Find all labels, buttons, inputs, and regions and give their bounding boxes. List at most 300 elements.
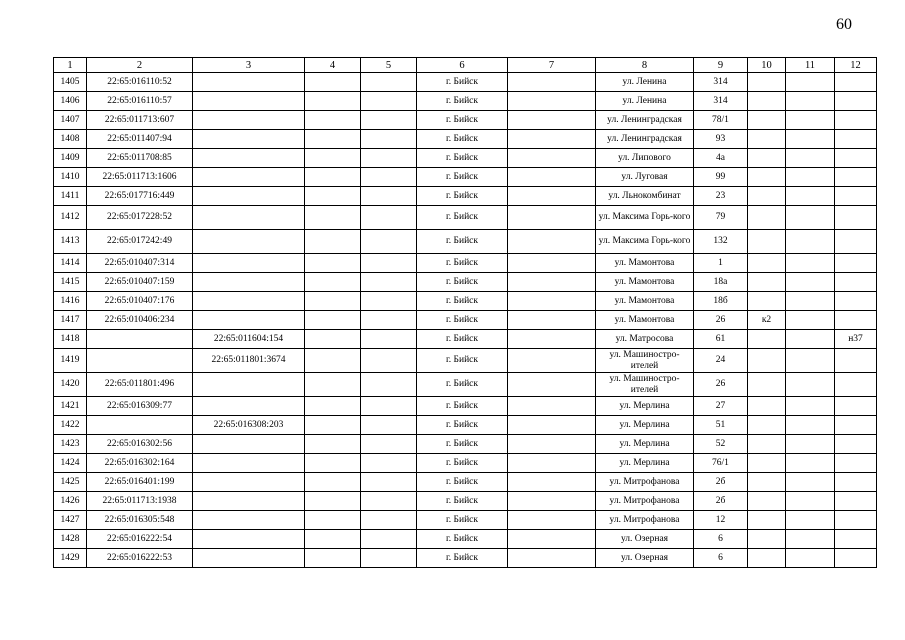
table-cell [835, 92, 877, 111]
table-cell: 1429 [54, 549, 87, 568]
table-cell [748, 397, 786, 416]
table-cell: г. Бийск [417, 168, 508, 187]
table-cell [835, 292, 877, 311]
table-cell: ул. Мамонтова [596, 254, 694, 273]
column-header: 9 [694, 58, 748, 73]
table-cell [835, 254, 877, 273]
table-cell [786, 130, 835, 149]
table-cell: 1410 [54, 168, 87, 187]
table-cell [748, 168, 786, 187]
column-header: 10 [748, 58, 786, 73]
table-row [54, 73, 877, 92]
table-row [54, 397, 877, 416]
table-cell [508, 111, 596, 130]
table-cell: ул. Мерлина [596, 435, 694, 454]
table-cell: 1420 [54, 373, 87, 397]
table-cell: г. Бийск [417, 149, 508, 168]
table-cell: 24 [694, 349, 748, 373]
table-cell [193, 454, 305, 473]
table-cell: г. Бийск [417, 549, 508, 568]
table-cell: 22:65:011713:607 [87, 111, 193, 130]
table-cell [193, 111, 305, 130]
table-cell [786, 168, 835, 187]
table-cell [193, 230, 305, 254]
table-cell [193, 168, 305, 187]
table-cell [508, 454, 596, 473]
table-cell: г. Бийск [417, 397, 508, 416]
column-header: 7 [508, 58, 596, 73]
table-cell [748, 373, 786, 397]
table-cell: 1406 [54, 92, 87, 111]
table-cell [786, 511, 835, 530]
table-cell: 22:65:016222:53 [87, 549, 193, 568]
table-cell: ул. Льнокомбинат [596, 187, 694, 206]
table-cell [193, 73, 305, 92]
table-cell: г. Бийск [417, 435, 508, 454]
table-cell: 22:65:011708:85 [87, 149, 193, 168]
table-cell: 18а [694, 273, 748, 292]
table-cell [508, 254, 596, 273]
table-cell [508, 311, 596, 330]
table-cell [786, 73, 835, 92]
table-cell: ул. Ленина [596, 73, 694, 92]
table-cell [748, 473, 786, 492]
table-cell [361, 254, 417, 273]
table-cell [786, 92, 835, 111]
table-cell [835, 530, 877, 549]
table-row [54, 530, 877, 549]
table-row [54, 549, 877, 568]
table-cell: г. Бийск [417, 206, 508, 230]
table-cell [835, 111, 877, 130]
table-cell [361, 206, 417, 230]
table-cell [361, 130, 417, 149]
table-cell: 51 [694, 416, 748, 435]
table-cell: г. Бийск [417, 230, 508, 254]
table-cell [305, 530, 361, 549]
table-row [54, 273, 877, 292]
table-cell: ул. Луговая [596, 168, 694, 187]
table-cell [508, 292, 596, 311]
table-cell [305, 511, 361, 530]
table-cell: 1419 [54, 349, 87, 373]
table-cell [835, 473, 877, 492]
table-cell [361, 473, 417, 492]
table-cell: ул. Матросова [596, 330, 694, 349]
table-cell [748, 111, 786, 130]
table-cell: 1416 [54, 292, 87, 311]
table-cell [87, 349, 193, 373]
table-cell: 26 [694, 311, 748, 330]
table-cell: 22:65:016110:57 [87, 92, 193, 111]
table-cell [786, 311, 835, 330]
table-cell: ул. Ленина [596, 92, 694, 111]
table-cell [786, 397, 835, 416]
table-cell [361, 454, 417, 473]
table-cell: г. Бийск [417, 373, 508, 397]
table-cell [786, 273, 835, 292]
table-cell: г. Бийск [417, 349, 508, 373]
table-cell: 22:65:017242:49 [87, 230, 193, 254]
table-row [54, 511, 877, 530]
table-cell: г. Бийск [417, 187, 508, 206]
table-cell [508, 511, 596, 530]
table-cell [305, 92, 361, 111]
table-cell [786, 230, 835, 254]
table-cell [305, 473, 361, 492]
table-cell: 1412 [54, 206, 87, 230]
table-cell [748, 92, 786, 111]
table-cell: 99 [694, 168, 748, 187]
table-cell: 2б [694, 473, 748, 492]
table-row [54, 111, 877, 130]
table-cell [361, 511, 417, 530]
table-cell [193, 435, 305, 454]
table-cell [835, 187, 877, 206]
table-cell [361, 187, 417, 206]
table-cell [835, 435, 877, 454]
table-row [54, 206, 877, 230]
table-row [54, 311, 877, 330]
table-cell: 1411 [54, 187, 87, 206]
table-cell: г. Бийск [417, 130, 508, 149]
table-row [54, 254, 877, 273]
table-cell [193, 187, 305, 206]
table-cell: г. Бийск [417, 292, 508, 311]
table-cell [748, 435, 786, 454]
table-cell [508, 330, 596, 349]
table-cell [748, 187, 786, 206]
table-cell: 314 [694, 92, 748, 111]
table-cell: ул. Машиностро-ителей [596, 373, 694, 397]
table-cell [193, 549, 305, 568]
table-cell: 1 [694, 254, 748, 273]
table-cell: 1428 [54, 530, 87, 549]
table-cell [361, 168, 417, 187]
table-cell [786, 206, 835, 230]
column-header: 1 [54, 58, 87, 73]
column-header: 11 [786, 58, 835, 73]
table-cell: ул. Митрофанова [596, 492, 694, 511]
table-row [54, 330, 877, 349]
table-cell: 1426 [54, 492, 87, 511]
table-cell [835, 206, 877, 230]
table-cell: 18б [694, 292, 748, 311]
table-cell [305, 416, 361, 435]
table-cell: 22:65:016302:56 [87, 435, 193, 454]
table-cell [748, 206, 786, 230]
table-cell [835, 511, 877, 530]
table-cell [835, 168, 877, 187]
table-row [54, 92, 877, 111]
table-cell: г. Бийск [417, 73, 508, 92]
table-cell [193, 397, 305, 416]
table-cell: 22:65:011801:496 [87, 373, 193, 397]
table-cell: г. Бийск [417, 311, 508, 330]
table-cell [835, 373, 877, 397]
table-cell [361, 549, 417, 568]
table-cell [305, 292, 361, 311]
table-cell: г. Бийск [417, 511, 508, 530]
table-cell [193, 473, 305, 492]
table-cell [361, 149, 417, 168]
table-cell: г. Бийск [417, 92, 508, 111]
table-cell [361, 397, 417, 416]
table-cell: 22:65:016308:203 [193, 416, 305, 435]
table-cell [786, 416, 835, 435]
table-cell: 22:65:016222:54 [87, 530, 193, 549]
table-cell: ул. Мерлина [596, 416, 694, 435]
table-cell [508, 530, 596, 549]
table-cell: 6 [694, 549, 748, 568]
table-cell: 1418 [54, 330, 87, 349]
table-cell [361, 492, 417, 511]
table-cell [305, 187, 361, 206]
table-cell: г. Бийск [417, 254, 508, 273]
table-cell [305, 168, 361, 187]
table-cell [508, 187, 596, 206]
table-cell: ул. Липового [596, 149, 694, 168]
table-cell: г. Бийск [417, 492, 508, 511]
table-cell: 1425 [54, 473, 87, 492]
table-cell [508, 549, 596, 568]
table-cell: ул. Ленинградская [596, 111, 694, 130]
table-cell [305, 454, 361, 473]
table-cell: 132 [694, 230, 748, 254]
table-cell [508, 373, 596, 397]
table-cell: ул. Митрофанова [596, 473, 694, 492]
table-row [54, 473, 877, 492]
table-cell [835, 311, 877, 330]
table-row [54, 435, 877, 454]
table-cell [748, 130, 786, 149]
table-cell [305, 373, 361, 397]
table-cell [305, 73, 361, 92]
table-cell: 23 [694, 187, 748, 206]
table-cell [361, 73, 417, 92]
table-cell: 1422 [54, 416, 87, 435]
table-cell: 22:65:010407:176 [87, 292, 193, 311]
column-header: 2 [87, 58, 193, 73]
table-cell [748, 292, 786, 311]
table-cell [786, 454, 835, 473]
table-cell [193, 373, 305, 397]
table-cell: г. Бийск [417, 330, 508, 349]
table-cell: ул. Ленинградская [596, 130, 694, 149]
table-cell [193, 511, 305, 530]
table-cell [305, 254, 361, 273]
table-cell [87, 416, 193, 435]
table-cell [305, 492, 361, 511]
table-cell: 52 [694, 435, 748, 454]
table-cell: 22:65:017228:52 [87, 206, 193, 230]
table-cell [361, 435, 417, 454]
table-row [54, 168, 877, 187]
table-cell [508, 206, 596, 230]
table-row [54, 130, 877, 149]
table-cell [748, 330, 786, 349]
table-cell [361, 373, 417, 397]
table-row [54, 416, 877, 435]
table-cell: ул. Мамонтова [596, 273, 694, 292]
table-cell [508, 473, 596, 492]
table-cell [361, 530, 417, 549]
table-cell [305, 549, 361, 568]
table-body [54, 73, 877, 568]
table-cell: 1407 [54, 111, 87, 130]
table-cell [305, 397, 361, 416]
table-cell [748, 416, 786, 435]
table-cell [748, 254, 786, 273]
table-cell [748, 149, 786, 168]
table-cell [361, 273, 417, 292]
table-cell [193, 273, 305, 292]
table-cell [361, 416, 417, 435]
table-cell [508, 492, 596, 511]
table-cell [508, 397, 596, 416]
table-cell [748, 454, 786, 473]
table-cell: 22:65:011604:154 [193, 330, 305, 349]
table-cell [835, 492, 877, 511]
table-row [54, 373, 877, 397]
table-cell: г. Бийск [417, 273, 508, 292]
table-cell [193, 254, 305, 273]
table-cell: 22:65:010407:159 [87, 273, 193, 292]
table-cell [786, 149, 835, 168]
table-cell [305, 130, 361, 149]
table-cell [835, 273, 877, 292]
table-cell [193, 292, 305, 311]
table-cell [305, 273, 361, 292]
table-cell [748, 230, 786, 254]
header-row [54, 58, 877, 73]
table-cell [508, 273, 596, 292]
column-header: 5 [361, 58, 417, 73]
table-cell: 22:65:016110:52 [87, 73, 193, 92]
table-cell: 22:65:017716:449 [87, 187, 193, 206]
table-cell [305, 149, 361, 168]
table-cell: 22:65:011801:3674 [193, 349, 305, 373]
table-row [54, 349, 877, 373]
table-cell [193, 206, 305, 230]
table-cell: 22:65:016309:77 [87, 397, 193, 416]
table-cell [786, 373, 835, 397]
table-cell [508, 73, 596, 92]
table-cell: ул. Озерная [596, 549, 694, 568]
table-cell: 6 [694, 530, 748, 549]
table-cell: 1414 [54, 254, 87, 273]
table-cell: г. Бийск [417, 416, 508, 435]
table-cell: 1424 [54, 454, 87, 473]
table-cell [305, 435, 361, 454]
table-cell: г. Бийск [417, 530, 508, 549]
table-cell [835, 397, 877, 416]
table-cell [786, 435, 835, 454]
page-number: 60 [836, 16, 852, 33]
table-cell: 26 [694, 373, 748, 397]
table-row [54, 492, 877, 511]
table-cell: г. Бийск [417, 111, 508, 130]
table-cell: ул. Мамонтова [596, 311, 694, 330]
table-cell [748, 530, 786, 549]
table-cell [305, 111, 361, 130]
table-row [54, 292, 877, 311]
table-cell: 22:65:010406:234 [87, 311, 193, 330]
table-cell: к2 [748, 311, 786, 330]
table-cell: г. Бийск [417, 473, 508, 492]
table-cell [508, 92, 596, 111]
table-cell [835, 149, 877, 168]
table-cell: 1405 [54, 73, 87, 92]
table-cell [786, 549, 835, 568]
column-header: 8 [596, 58, 694, 73]
table-cell [193, 130, 305, 149]
table-cell [361, 230, 417, 254]
table-cell [305, 206, 361, 230]
registry-table [53, 57, 877, 568]
table-cell [305, 330, 361, 349]
table-cell [193, 311, 305, 330]
table-cell: 1421 [54, 397, 87, 416]
table-cell [786, 111, 835, 130]
table-row [54, 230, 877, 254]
table-cell: 12 [694, 511, 748, 530]
table-cell: 22:65:011713:1606 [87, 168, 193, 187]
table-cell: ул. Максима Горь-кого [596, 230, 694, 254]
table-cell [835, 230, 877, 254]
table-cell [835, 349, 877, 373]
table-cell: 22:65:011713:1938 [87, 492, 193, 511]
table-cell [835, 454, 877, 473]
table-cell: 22:65:016302:164 [87, 454, 193, 473]
table-cell [508, 435, 596, 454]
table-cell [508, 416, 596, 435]
table-cell: н37 [835, 330, 877, 349]
table-row [54, 454, 877, 473]
table-cell [193, 530, 305, 549]
table-cell [748, 73, 786, 92]
table-row [54, 149, 877, 168]
table-cell [193, 149, 305, 168]
table-cell: 1408 [54, 130, 87, 149]
table-cell: 2б [694, 492, 748, 511]
table-cell [835, 130, 877, 149]
table-cell [508, 149, 596, 168]
table-cell [508, 168, 596, 187]
table-cell [361, 111, 417, 130]
table-cell [361, 292, 417, 311]
table-cell: 78/1 [694, 111, 748, 130]
table-cell [305, 349, 361, 373]
table-cell [786, 530, 835, 549]
table-cell [835, 73, 877, 92]
table-cell [193, 492, 305, 511]
table-cell [87, 330, 193, 349]
table-cell: 22:65:016401:199 [87, 473, 193, 492]
column-header: 12 [835, 58, 877, 73]
table-cell: ул. Мерлина [596, 454, 694, 473]
table-cell: 61 [694, 330, 748, 349]
table-cell [305, 311, 361, 330]
table-cell: ул. Максима Горь-кого [596, 206, 694, 230]
table-cell: 1409 [54, 149, 87, 168]
table-cell: ул. Озерная [596, 530, 694, 549]
table-cell [786, 330, 835, 349]
table-cell [786, 492, 835, 511]
table-cell [748, 492, 786, 511]
table-cell: ул. Машиностро-ителей [596, 349, 694, 373]
table-cell [361, 92, 417, 111]
